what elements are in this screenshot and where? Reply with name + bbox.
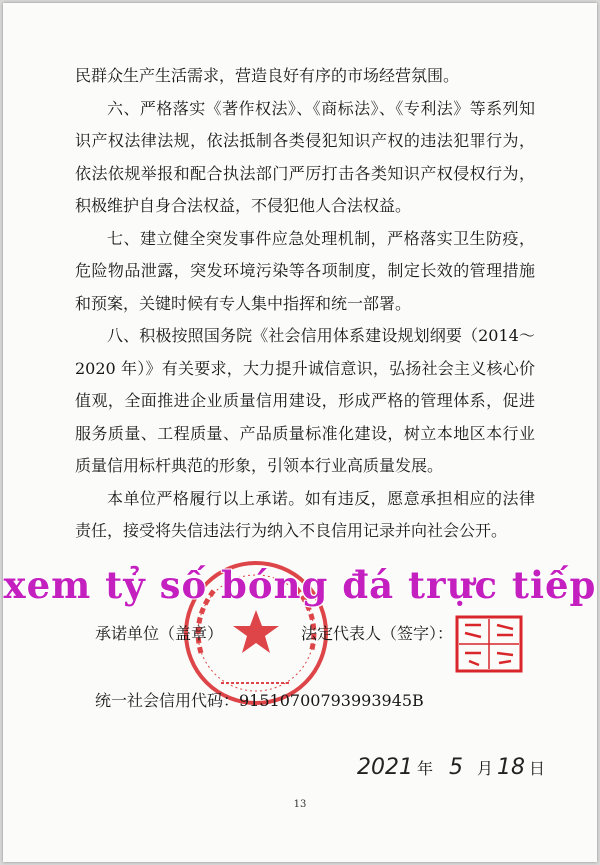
paragraph-clause-6: 六、严格落实《著作权法》、《商标法》、《专利法》等系列知识产权法律法规，依法抵制各类侵犯知识产权的违法犯罪行为，依法依规举报和配合执法部门严厉打击各类知识产权侵权行为，积极维护自身合法权益，不侵犯他人合法权益。 xyxy=(75,98,535,215)
date-day-char: 日 xyxy=(529,759,546,778)
name-stamp-icon xyxy=(455,615,523,673)
date-month-char: 月 xyxy=(477,759,494,778)
date-year-char: 年 xyxy=(417,759,434,778)
watermark-text: xem tỷ số bóng đá trực tiếp xyxy=(3,563,597,607)
date-year-handwritten: 2021 xyxy=(357,755,413,780)
paragraph-0: 民群众生产生活需求，营造良好有序的市场经营氛围。 xyxy=(75,66,460,85)
document-page xyxy=(3,3,597,862)
credit-code: 统一社会信用代码：91510700793993945B xyxy=(95,691,424,710)
unit-seal-label: 承诺单位（盖章） xyxy=(95,624,224,643)
paragraph-commitment: 本单位严格履行以上承诺。如有违反，愿意承担相应的法律责任，接受将失信违法行为纳入不良信用记录并向社会公开。 xyxy=(75,488,535,540)
paragraph-clause-8: 八、积极按照国务院《社会信用体系建设规划纲要（2014～2020 年）》有关要求，大力提升诚信意识，弘扬社会主义核心价值观，全面推进企业质量信用建设，形成严格的管理体系，促进服务质量、工程质量、产品质量标准化建设，树立本地区本行业质量信用标杆典范的形象，引领本行业高质量发展。 xyxy=(75,326,535,475)
body-text xyxy=(75,60,535,548)
page-number: 13 xyxy=(293,799,307,810)
legal-rep-label: 法定代表人（签字）： xyxy=(301,624,454,643)
date-month-handwritten: 5 xyxy=(449,755,464,780)
signing-date xyxy=(357,755,545,780)
date-day-handwritten: 18 xyxy=(497,755,526,780)
paragraph-clause-7: 七、建立健全突发事件应急处理机制，严格落实卫生防疫，危险物品泄露，突发环境污染等各项制度，制定长效的管理措施和预案，关键时候有专人集中指挥和统一部署。 xyxy=(75,228,535,313)
